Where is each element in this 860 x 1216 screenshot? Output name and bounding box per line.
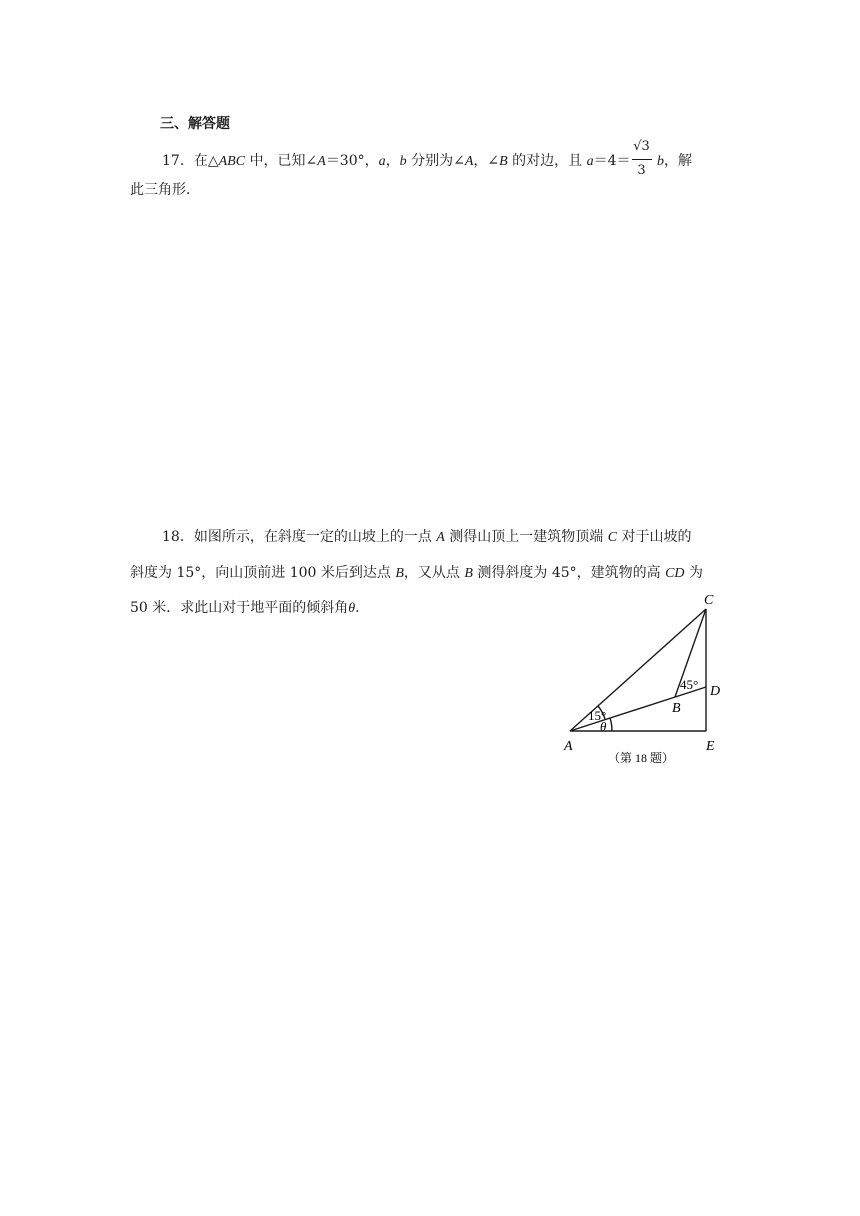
q18-var: C (607, 530, 618, 545)
q18-text: . (355, 600, 360, 616)
q17-text: ，解 (663, 153, 692, 169)
q17-var: b (656, 154, 664, 169)
q18-text: 50 米．求此山对于地平面的倾斜角 (130, 600, 349, 616)
section-title: 三、解答题 (160, 116, 230, 132)
q17-text: ， (385, 153, 400, 169)
q18-text: 测得斜度为 45°，建筑物的高 (472, 565, 666, 581)
q18-var: B (464, 566, 473, 581)
q17-text: 分别为∠ (406, 153, 465, 169)
q18-number: 18． (162, 529, 194, 545)
q17-text: 中，已知∠ (245, 153, 318, 169)
q18-text: 测得山顶上一建筑物顶端 (444, 529, 608, 545)
q17-var: a (378, 154, 386, 169)
q17-var: A (464, 154, 474, 169)
q17-var: A (317, 154, 326, 169)
q17-text: 的对边，且 (507, 153, 587, 169)
label-C: C (704, 593, 714, 608)
label-15-degrees: 15° (588, 708, 607, 723)
q17-number: 17． (162, 153, 194, 169)
q17-text: 在△ (193, 153, 219, 169)
label-E: E (706, 739, 715, 754)
q18-text: 如图所示，在斜度一定的山坡上的一点 (193, 529, 437, 545)
q18-text: 斜度为 15°，向山顶前进 100 米后到达点 (130, 565, 396, 581)
q17-text: ＝30°， (325, 153, 379, 169)
q17-text: ＝4＝ (593, 153, 631, 169)
q17-var: B (499, 154, 508, 169)
question-17-line-2: 此三角形． (130, 182, 200, 198)
label-D: D (710, 684, 721, 699)
fraction-numerator: √3 (633, 139, 650, 154)
angle-arc-theta (610, 718, 612, 731)
q18-text: 对于山坡的 (617, 529, 692, 545)
q17-text: ，∠ (473, 153, 500, 169)
figure-caption: （第 18 题） (608, 751, 675, 765)
label-45-degrees: 45° (680, 677, 699, 692)
q18-var: A (436, 530, 445, 545)
q17-var: b (399, 154, 407, 169)
q18-text: ，又从点 (403, 565, 465, 581)
q18-text: 为 (684, 565, 703, 581)
label-B: B (672, 701, 681, 716)
label-A: A (564, 739, 573, 754)
label-theta: θ (600, 719, 607, 734)
q18-var: B (395, 566, 404, 581)
fraction-denominator: 3 (637, 163, 646, 178)
q17-var: a (586, 154, 594, 169)
q18-var: θ (348, 601, 356, 616)
q18-var: CD (665, 566, 685, 581)
q17-var: ABC (218, 154, 246, 169)
